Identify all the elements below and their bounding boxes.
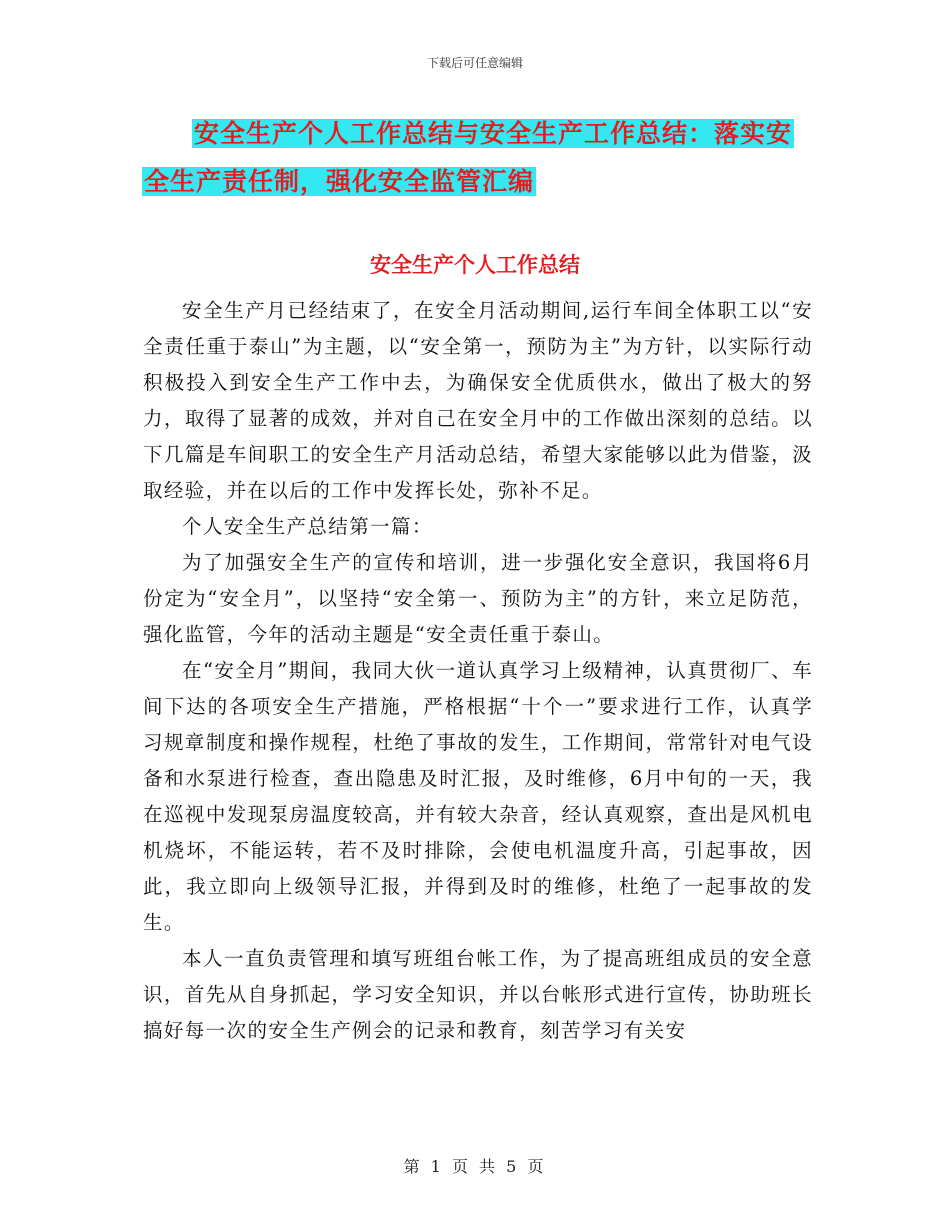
paragraph: 安全生产月已经结束了，在安全月活动期间,运行车间全体职工以“安全责任重于泰山”为主题，以“安全第一，预防为主”为方针，以实际行动积极投入到安全生产工作中去，为确保安全优质供水，做出了极大的努力，取得了显著的成效，并对自己在安全月中的工作做出深刻的总结。以下几篇是车间职工的安全生产月活动总结，希望大家能够以此为借鉴，汲取经验，并在以后的工作中发挥长处，弥补不足。 xyxy=(143,299,813,502)
paragraph: 为了加强安全生产的宣传和培训，进一步强化安全意识，我国将6月份定为“安全月”，以坚持“安全第一、预防为主”的方针，来立足防范，强化监管，今年的活动主题是“安全责任重于泰山。 xyxy=(143,551,813,646)
paragraph: 本人一直负责管理和填写班组台帐工作，为了提高班组成员的安全意识，首先从自身抓起，学习安全知识，并以台帐形式进行宣传，协助班长搞好每一次的安全生产例会的记录和教育，刻苦学习有关安 xyxy=(143,947,813,1042)
paragraph: 在“安全月”期间，我同大伙一道认真学习上级精神，认真贯彻厂、车间下达的各项安全生产措施，严格根据“十个一”要求进行工作，认真学习规章制度和操作规程，杜绝了事故的发生，工作期间，常常针对电气设备和水泵进行检查，查出隐患及时汇报，及时维修，6月中旬的一天，我在巡视中发现泵房温度较高，并有较大杂音，经认真观察，查出是风机电机烧坏，不能运转，若不及时排除，会使电机温度升高，引起事故，因此，我立即向上级领导汇报，并得到及时的维修，杜绝了一起事故的发生。 xyxy=(143,659,813,934)
title-line-2-text: 全生产责任制，强化安全监管汇编 xyxy=(144,167,535,196)
header-note: 下载后可任意编辑 xyxy=(426,56,523,70)
section-title: 安全生产个人工作总结 xyxy=(370,253,580,277)
title-line-1 xyxy=(192,110,812,158)
title-line-1-text: 安全生产个人工作总结与安全生产工作总结：落实安 xyxy=(194,119,793,148)
title-line-2 xyxy=(142,158,812,206)
body-text xyxy=(143,293,813,1049)
page-number: 第 1 页 共 5 页 xyxy=(403,1157,547,1176)
paragraph: 个人安全生产总结第一篇： xyxy=(182,515,433,538)
document-title xyxy=(144,110,812,206)
